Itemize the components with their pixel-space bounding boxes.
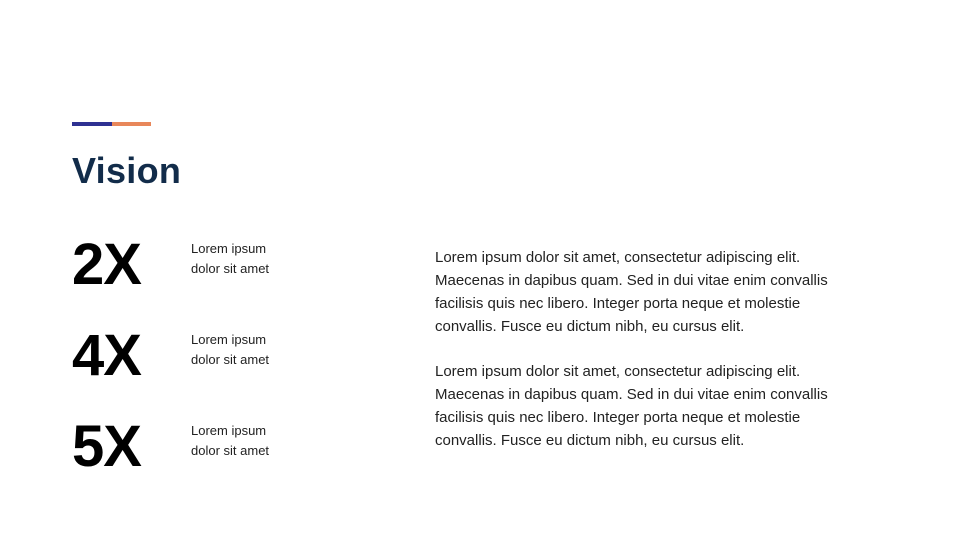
stat-caption-line: Lorem ipsum [191, 241, 267, 256]
stat-caption [191, 330, 331, 370]
stat-block-2 [72, 324, 402, 404]
stat-caption [191, 239, 331, 279]
stat-caption-line: Lorem ipsum [191, 423, 267, 438]
stat-block-1 [72, 233, 402, 313]
body-paragraph: Lorem ipsum dolor sit amet, consectetur adipiscing elit. Maecenas in dapibus quam. Sed in dui vitae enim convallis facilisis quis nec libero. Integer porta neque et molestie convallis. Fusce eu dictum nibh, eu cursus elit. [435, 249, 828, 335]
body-text [435, 246, 855, 474]
stat-caption-line: dolor sit amet [191, 261, 270, 276]
stat-value: 5X [72, 414, 141, 479]
stat-value: 4X [72, 323, 141, 388]
accent-bar-primary-segment [72, 122, 112, 126]
stat-value: 2X [72, 232, 141, 297]
body-paragraph: Lorem ipsum dolor sit amet, consectetur adipiscing elit. Maecenas in dapibus quam. Sed in dui vitae enim convallis facilisis quis nec libero. Integer porta neque et molestie convallis. Fusce eu dictum nibh, eu cursus elit. [435, 363, 828, 449]
accent-bar-secondary-segment [112, 122, 151, 126]
slide-title: Vision [72, 150, 182, 191]
stat-caption-line: dolor sit amet [191, 352, 270, 367]
stat-caption [191, 421, 331, 461]
stat-caption-line: dolor sit amet [191, 443, 270, 458]
stat-caption-line: Lorem ipsum [191, 332, 267, 347]
stat-block-3 [72, 415, 402, 495]
title-accent-bar [72, 122, 151, 126]
